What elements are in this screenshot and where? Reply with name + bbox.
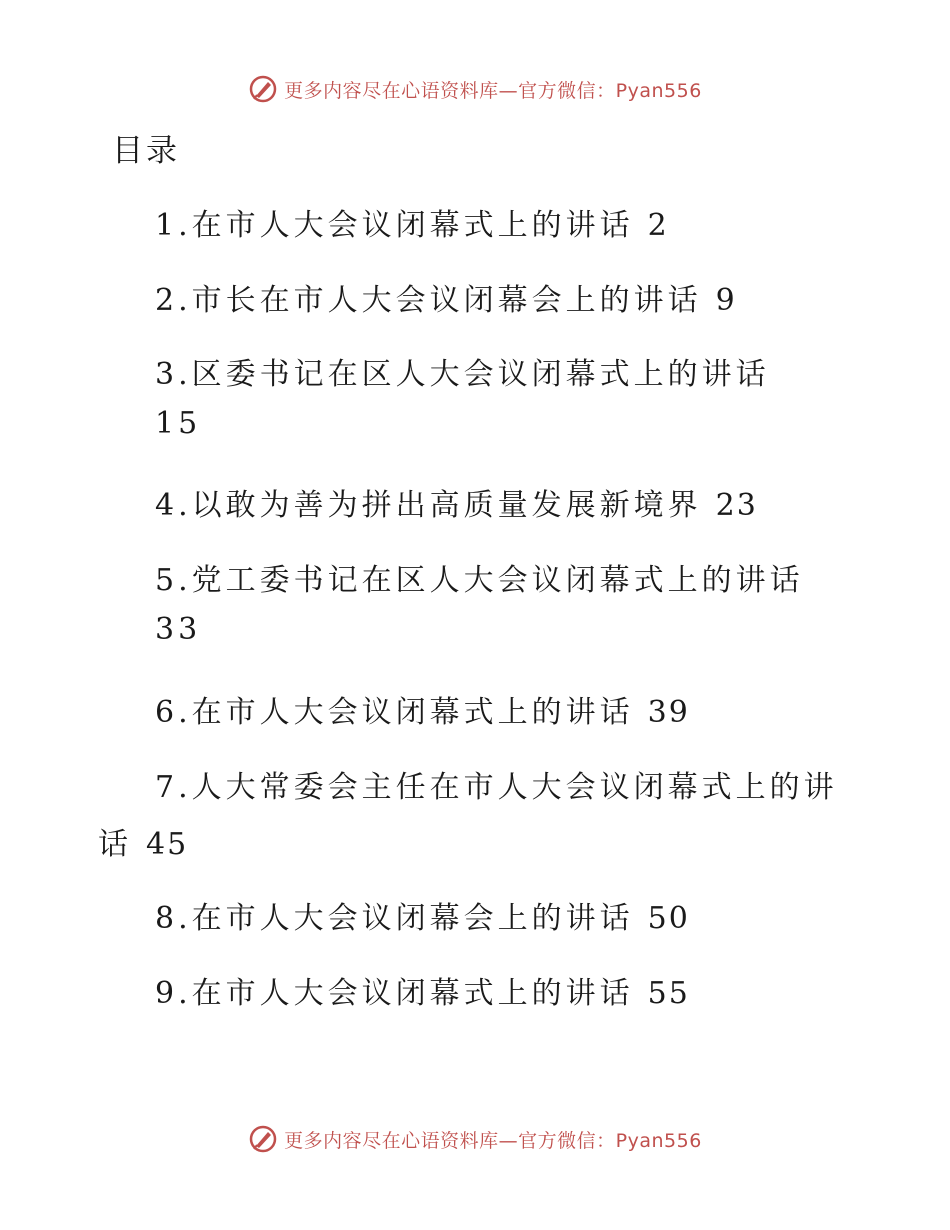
watermark-text: 更多内容尽在心语资料库—官方微信：Pyan556 (284, 1129, 702, 1152)
toc-entry[interactable] (155, 893, 690, 937)
toc-entry[interactable] (155, 349, 770, 393)
quill-pen-logo-icon (248, 1124, 278, 1154)
toc-entry-label: 8.在市人大会议闭幕会上的讲话 (155, 901, 634, 936)
toc-title: 目录 (112, 133, 180, 169)
toc-entry[interactable] (155, 200, 669, 244)
toc-entry-page: 2 (647, 208, 669, 243)
toc-entry-label: 4.以敢为善为拼出高质量发展新境界 (155, 488, 702, 523)
toc-entry-label: 1.在市人大会议闭幕式上的讲话 (155, 208, 634, 243)
toc-entry-label: 3.区委书记在区人大会议闭幕式上的讲话 (155, 357, 770, 392)
toc-entry-label: 5.党工委书记在区人大会议闭幕式上的讲话 (155, 563, 804, 598)
toc-entry[interactable] (155, 275, 737, 319)
toc-entry-page: 50 (647, 901, 690, 936)
toc-entry[interactable] (155, 762, 838, 806)
toc-entry-label: 9.在市人大会议闭幕式上的讲话 (155, 976, 634, 1011)
watermark-footer (0, 1124, 950, 1154)
toc-entry[interactable] (155, 687, 690, 731)
toc-entry-page-wrapped[interactable] (155, 406, 201, 441)
toc-entry-page: 33 (155, 612, 202, 647)
quill-pen-logo-icon (248, 74, 278, 104)
toc-entry-page: 39 (647, 695, 690, 730)
toc-entry[interactable] (155, 555, 804, 599)
toc-entry-page: 15 (155, 406, 202, 441)
watermark-text: 更多内容尽在心语资料库—官方微信：Pyan556 (284, 79, 702, 102)
toc-entry-page: 23 (715, 488, 758, 523)
toc-entry-page: 9 (715, 283, 737, 318)
toc-entry-label-continued: 话 (98, 827, 132, 862)
toc-entry[interactable] (155, 968, 690, 1012)
toc-entry-label: 2.市长在市人大会议闭幕会上的讲话 (155, 283, 702, 318)
toc-entry-label: 6.在市人大会议闭幕式上的讲话 (155, 695, 634, 730)
toc-entry[interactable] (155, 480, 758, 524)
toc-entry-page-wrapped[interactable] (155, 612, 201, 647)
toc-entry-continued[interactable] (98, 819, 188, 863)
toc-entry-page: 45 (146, 827, 189, 862)
watermark-header (0, 74, 950, 104)
toc-entry-page: 55 (647, 976, 690, 1011)
toc-entry-label: 7.人大常委会主任在市人大会议闭幕式上的讲 (155, 770, 838, 805)
